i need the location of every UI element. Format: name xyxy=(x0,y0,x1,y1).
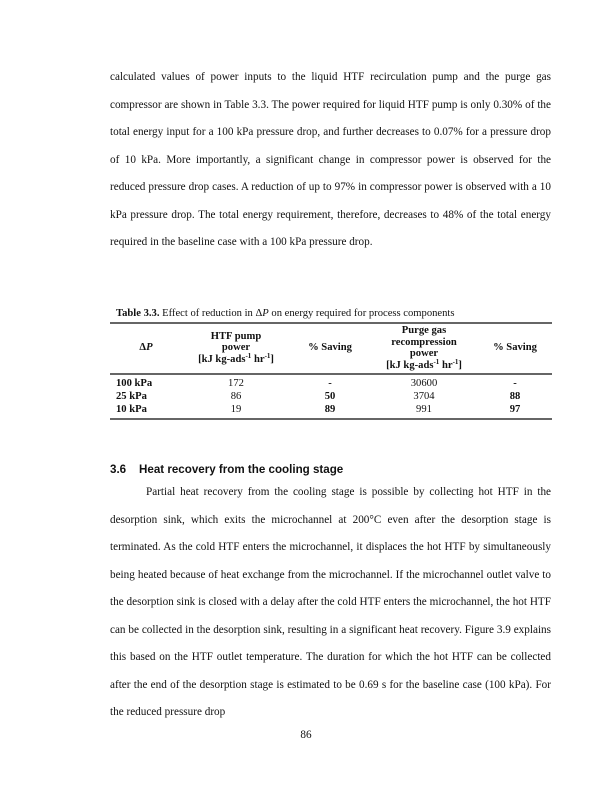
cell-htf-power: 172 xyxy=(228,378,244,389)
section-heading xyxy=(110,463,343,476)
cell-htf-saving: - xyxy=(328,378,332,389)
table-row xyxy=(110,374,552,390)
cell-dp: 10 kPa xyxy=(116,404,147,415)
body-paragraph-heat-recovery: Partial heat recovery from the cooling stage is possible by collecting hot HTF in the desorption sink, which exits the microchannel at 200°C even after the desorption stage is terminated. As the cold HTF enters the microchannel, it displaces the hot HTF by simultaneously being heated because of heat exchange from the microchannel. If the microchannel outlet valve to the desorption sink is closed with a delay after the cold HTF enters the microchannel, the hot HTF can be collected in the desorption sink, resulting in a significant heat recovery. Figure 3.9 explains this based on the HTF outlet temperature. The duration for which the hot HTF can be collected after the end of the desorption stage is estimated to be 0.69 s for the baseline case (100 kPa). For the reduced pressure drop xyxy=(110,486,551,718)
page-number: 86 xyxy=(300,729,312,741)
cell-purge-power: 30600 xyxy=(410,378,438,389)
cell-purge-power: 3704 xyxy=(413,391,435,402)
cell-htf-power: 19 xyxy=(230,404,242,415)
cell-purge-saving: 97 xyxy=(509,404,521,415)
table-caption xyxy=(116,308,455,319)
header-purge-saving: % Saving xyxy=(493,342,537,354)
cell-htf-power: 86 xyxy=(230,391,242,402)
header-htf-saving: % Saving xyxy=(308,342,352,354)
cell-dp: 100 kPa xyxy=(116,378,153,389)
header-delta-p: ΔP xyxy=(139,342,153,354)
cell-htf-saving: 89 xyxy=(324,404,336,415)
header-purge-power: Purge gas recompression power [kJ kg-ads$^{-1}$ $hr^{-1}$] xyxy=(386,325,462,371)
cell-purge-saving: 88 xyxy=(509,391,521,402)
table-row xyxy=(110,403,552,419)
cell-purge-power: 991 xyxy=(416,404,432,415)
body-paragraph-intro: calculated values of power inputs to the liquid HTF recirculation pump and the purge gas compressor are shown in Table 3.3. The power required for liquid HTF pump is only 0.30% of the total energy input for a 100 kPa pressure drop, and further decreases to 0.07% for a pressure drop of 10 kPa. More importantly, a significant change in compressor power is observed for the reduced pressure drop cases. A reduction of up to 97% in compressor power is observed with a 10 kPa pressure drop. The total energy requirement, therefore, decreases to 48% of the total energy required in the baseline case with a 100 kPa pressure drop. xyxy=(110,71,551,248)
table-caption-label: Table 3.3. xyxy=(116,308,160,319)
cell-purge-saving: - xyxy=(513,378,517,389)
energy-table xyxy=(110,322,552,420)
table-caption-text: Effect of reduction in Δ xyxy=(159,308,263,319)
cell-dp: 25 kPa xyxy=(116,391,147,402)
section-title: Heat recovery from the cooling stage xyxy=(139,463,344,476)
table-header-row xyxy=(110,323,552,374)
table-caption-symbol: P xyxy=(262,308,269,319)
table-caption-text-end: on energy required for process components xyxy=(268,308,455,319)
section-number: 3.6 xyxy=(110,463,127,476)
table-row xyxy=(110,390,552,403)
cell-htf-saving: 50 xyxy=(324,391,336,402)
header-htf-pump-power: HTF pump power [kJ kg-ads$^{-1}$ $hr^{-1}$] xyxy=(198,330,274,365)
